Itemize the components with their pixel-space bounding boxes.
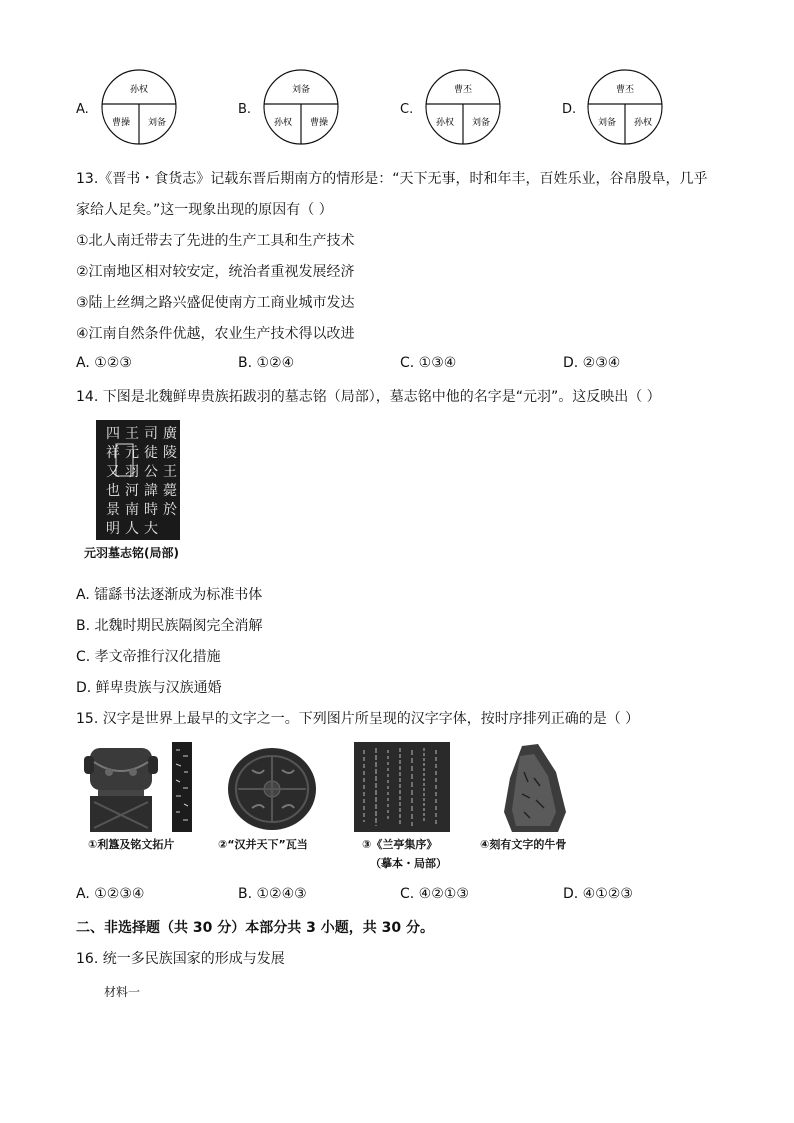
q13-stem-line2: 家给人足矣。”这一现象出现的原因有（ ） (76, 202, 333, 218)
inscription-caption: 元羽墓志铭(局部) (84, 546, 179, 560)
section-2-heading: 二、非选择题（共 30 分）本部分共 3 小题，共 30 分。 (76, 920, 434, 936)
q15-option-c[interactable]: C. ④②①③ (400, 886, 469, 902)
circle-bottom-left-label: 刘备 (597, 118, 617, 128)
inscription-character: 人 (125, 521, 139, 537)
inscription-character: 又 (106, 464, 120, 480)
q13-item-4: ④江南自然条件优越，农业生产技术得以改进 (76, 326, 355, 342)
inscription-character: 南 (125, 502, 139, 518)
material-1-label: 材料一 (104, 985, 141, 999)
q12-option-c[interactable] (400, 68, 570, 148)
inscription-rubbing-svg (96, 420, 180, 540)
lanting-preface-image (354, 742, 450, 832)
inscription-character: 元 (125, 445, 139, 461)
q13-stem-line1: 13.《晋书・食货志》记载东晋后期南方的情形是：“天下无事，时和年丰，百姓乐业，谷帛殷阜，几乎 (76, 171, 708, 187)
circle-top-label: 曹丕 (615, 85, 635, 95)
inscription-character: 河 (125, 483, 139, 499)
power-circle-diagram (586, 68, 664, 146)
inscription-character: 諱 (144, 483, 158, 499)
inscription-character: 廣 (163, 426, 177, 442)
caption-lanting: ③《兰亭集序》 (362, 838, 438, 851)
q13-item-3: ③陆上丝绸之路兴盛促使南方工商业城市发达 (76, 295, 355, 311)
li-gui-image (84, 742, 194, 832)
q12-option-letter: B. (238, 102, 252, 117)
caption-lanting-sub: （摹本・局部） (370, 857, 447, 870)
inscription-character: 大 (144, 521, 158, 537)
power-circle-diagram (424, 68, 502, 146)
circle-bottom-right-label: 曹操 (309, 118, 329, 128)
inscription-character: 四 (106, 426, 120, 442)
q12-option-b[interactable] (238, 68, 408, 148)
inscription-character: 景 (106, 502, 120, 518)
circle-bottom-right-label: 刘备 (471, 118, 491, 128)
circle-bottom-right-label: 刘备 (147, 118, 167, 128)
inscription-character: 司 (144, 426, 158, 442)
inscription-character: 薨 (163, 483, 177, 499)
inscription-character: 於 (163, 502, 177, 518)
q12-option-letter: C. (400, 102, 414, 117)
inscription-character: 公 (144, 464, 158, 480)
inscription-rubbing-image (96, 420, 180, 540)
inscription-character: 陵 (163, 445, 177, 461)
q13-option-a[interactable]: A. ①②③ (76, 355, 132, 371)
q14-option-b[interactable]: B. 北魏时期民族隔阂完全消解 (76, 618, 263, 634)
caption-wadang: ②“汉并天下”瓦当 (218, 838, 308, 851)
inscription-character: 也 (106, 483, 120, 499)
circle-top-label: 曹丕 (453, 85, 473, 95)
inscription-character: 徒 (144, 445, 158, 461)
circle-bottom-left-label: 曹操 (111, 118, 131, 128)
power-circle-diagram (100, 68, 178, 146)
wadang-tile-image (226, 746, 318, 832)
circle-top-label: 孙权 (129, 85, 149, 95)
q14-stem: 14. 下图是北魏鲜卑贵族拓跋羽的墓志铭（局部），墓志铭中他的名字是“元羽”。这反映出（ ） (76, 389, 661, 405)
caption-oracle-bone: ④刻有文字的牛骨 (480, 838, 567, 851)
q13-option-c[interactable]: C. ①③④ (400, 355, 457, 371)
q13-option-b[interactable]: B. ①②④ (238, 355, 295, 371)
inscription-character: 時 (144, 502, 158, 518)
q15-option-d[interactable]: D. ④①②③ (563, 886, 633, 902)
inscription-character: 王 (125, 426, 139, 442)
inscription-character: 明 (106, 521, 120, 537)
q15-stem: 15. 汉字是世界上最早的文字之一。下列图片所呈现的汉字字体，按时序排列正确的是（ ） (76, 711, 640, 727)
power-circle-diagram (262, 68, 340, 146)
q12-option-a[interactable] (76, 68, 246, 148)
inscription-character: 王 (163, 464, 177, 480)
q12-option-letter: A. (76, 102, 89, 117)
q13-option-d[interactable]: D. ②③④ (563, 355, 621, 371)
q12-option-letter: D. (562, 102, 577, 117)
q15-option-b[interactable]: B. ①②④③ (238, 886, 307, 902)
q13-item-2: ②江南地区相对较安定，统治者重视发展经济 (76, 264, 355, 280)
q14-option-c[interactable]: C. 孝文帝推行汉化措施 (76, 649, 221, 665)
q12-option-d[interactable] (562, 68, 732, 148)
q14-option-a[interactable]: A. 镭繇书法逐渐成为标准书体 (76, 587, 263, 603)
inscription-character: 祥 (106, 445, 120, 461)
circle-bottom-right-label: 孙权 (633, 118, 653, 128)
caption-li-gui: ①利簋及铭文拓片 (88, 838, 175, 851)
oracle-bone-image (500, 742, 570, 834)
circle-bottom-left-label: 孙权 (435, 118, 455, 128)
q16-stem: 16. 统一多民族国家的形成与发展 (76, 951, 285, 967)
circle-top-label: 刘备 (291, 85, 311, 95)
circle-bottom-left-label: 孙权 (273, 118, 293, 128)
q13-item-1: ①北人南迁带去了先进的生产工具和生产技术 (76, 233, 355, 249)
q14-option-d[interactable]: D. 鲜卑贵族与汉族通婚 (76, 680, 222, 696)
inscription-character: 羽 (125, 464, 139, 480)
q15-option-a[interactable]: A. ①②③④ (76, 886, 145, 902)
